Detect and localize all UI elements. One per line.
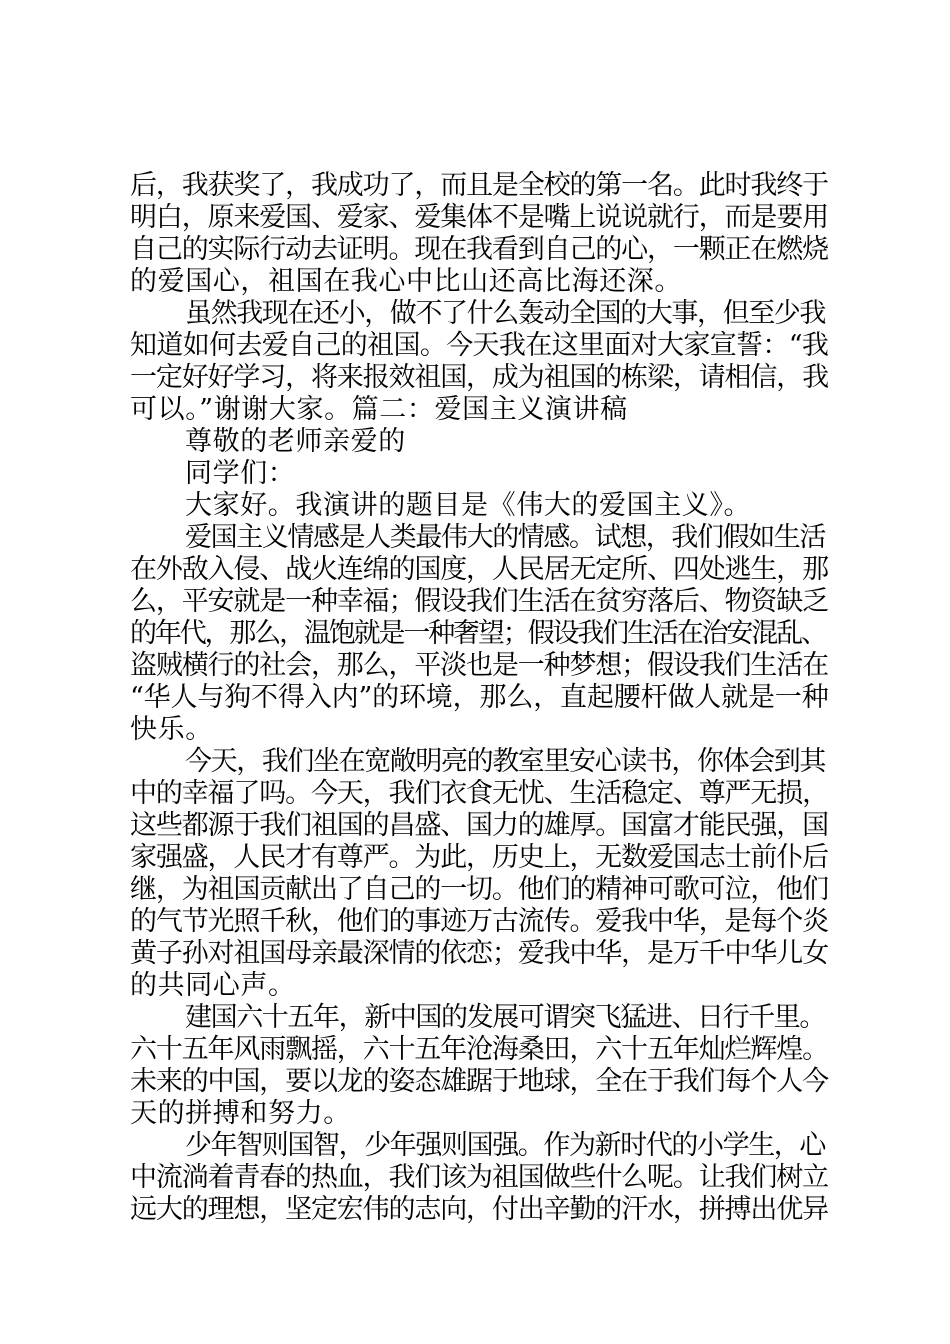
text-line: 尊敬的老师亲爱的 [185, 426, 406, 457]
text-line: 的气节光照千秋，他们的事迹万古流传。爱我中华，是每个炎 [130, 906, 828, 937]
text-line: 大家好。我演讲的题目是《伟大的爱国主义》。 [185, 490, 752, 521]
text-line: 后，我获奖了，我成功了，而且是全校的第一名。此时我终于 [130, 170, 828, 201]
text-line: 少年智则国智，少年强则国强。作为新时代的小学生，心 [185, 1130, 825, 1161]
text-line: 中流淌着青春的热血，我们该为祖国做些什么呢。让我们树立 [130, 1162, 828, 1193]
text-line: 明白，原来爱国、爱家、爱集体不是嘴上说说就行，而是要用 [130, 202, 828, 233]
text-line: 天的拼搏和努力。 [130, 1098, 351, 1129]
text-line: 的共同心声。 [130, 970, 296, 1001]
text-line: 的年代，那么，温饱就是一种奢望；假设我们生活在治安混乱、 [130, 618, 826, 649]
text-line: 自己的实际行动去证明。现在我看到自己的心，一颗正在燃烧 [130, 234, 828, 265]
text-line: 六十五年风雨飘摇，六十五年沧海桑田，六十五年灿烂辉煌。 [130, 1034, 828, 1065]
text-line: “华人与狗不得入内”的环境，那么，直起腰杆做人就是一种 [130, 682, 829, 713]
text-line: 的爱国心，祖国在我心中比山还高比海还深。 [130, 266, 682, 297]
text-line: 继，为祖国贡献出了自己的一切。他们的精神可歌可泣，他们 [130, 874, 828, 905]
text-line: 中的幸福了吗。今天，我们衣食无忧、生活稳定、尊严无损， [130, 778, 828, 809]
document-body-text [130, 170, 830, 1226]
text-line: 黄子孙对祖国母亲最深情的依恋；爱我中华，是万千中华儿女 [130, 938, 828, 969]
text-line: 知道如何去爱自己的祖国。今天我在这里面对大家宣誓：“我 [130, 330, 829, 361]
text-line: 家强盛，人民才有尊严。为此，历史上，无数爱国志士前仆后 [130, 842, 828, 873]
text-line: 虽然我现在还小，做不了什么轰动全国的大事，但至少我 [185, 298, 825, 329]
text-line: 建国六十五年，新中国的发展可谓突飞猛进、日行千里。 [185, 1002, 825, 1033]
text-line: 同学们： [185, 458, 296, 489]
text-line: 爱国主义情感是人类最伟大的情感。试想，我们假如生活 [185, 522, 825, 553]
text-line: 未来的中国，要以龙的姿态雄踞于地球，全在于我们每个人今 [130, 1066, 828, 1097]
text-line: 远大的理想，坚定宏伟的志向，付出辛勤的汗水，拼搏出优异 [130, 1194, 828, 1225]
text-line: 这些都源于我们祖国的昌盛、国力的雄厚。国富才能民强，国 [130, 810, 828, 841]
text-line: 盗贼横行的社会，那么，平淡也是一种梦想；假设我们生活在 [130, 650, 828, 681]
text-line: 在外敌入侵、战火连绵的国度，人民居无定所、四处逃生，那 [130, 554, 828, 585]
text-line: 一定好好学习，将来报效祖国，成为祖国的栋梁，请相信，我 [130, 362, 828, 393]
text-line: 可以。”谢谢大家。篇二：爱国主义演讲稿 [130, 394, 628, 425]
text-line: 今天，我们坐在宽敞明亮的教室里安心读书，你体会到其 [185, 746, 825, 777]
text-line: 快乐。 [130, 714, 213, 745]
text-line: 么，平安就是一种幸福；假设我们生活在贫穷落后、物资缺乏 [130, 586, 828, 617]
